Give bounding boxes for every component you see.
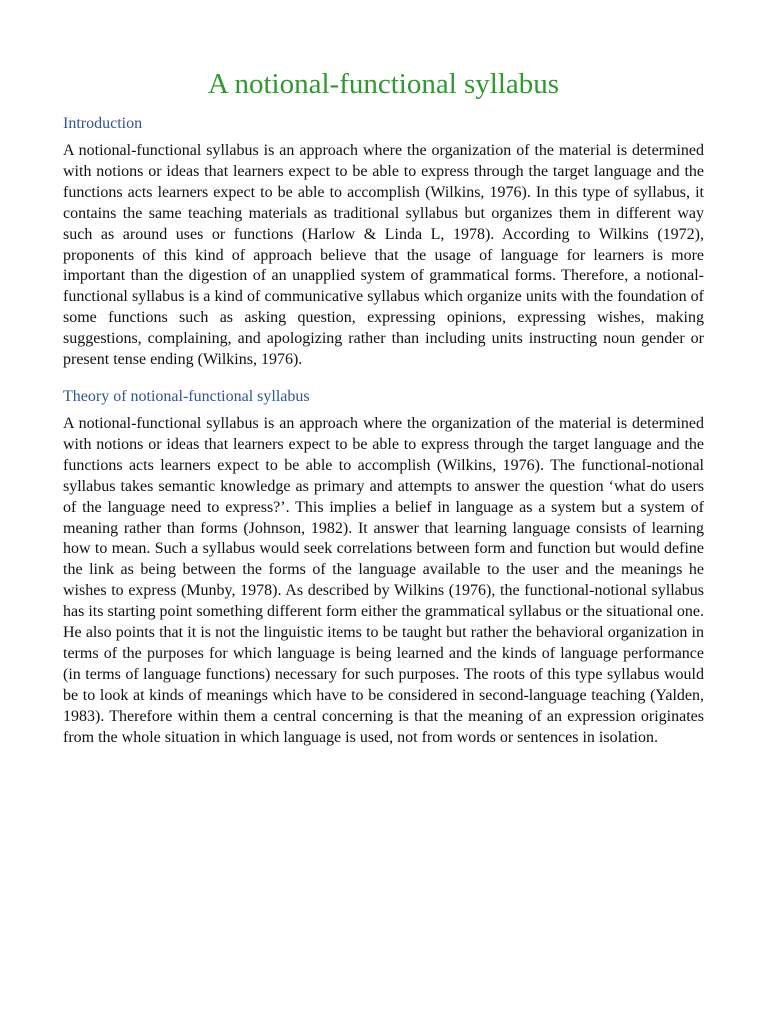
document-page: [63, 66, 704, 763]
section-theory: [63, 386, 704, 749]
section-heading-introduction: Introduction: [63, 115, 143, 132]
section-body-introduction: A notional-functional syllabus is an approach where the organization of the material is determined with notions or ideas that learners expect to be able to express through the target language and the functions acts learners expect to be able to accomplish (Wilkins, 1976). In this type of syllabus, it contains the same teaching materials as traditional syllabus but organizes them in different way such as around uses or functions (Harlow & Linda L, 1978). According to Wilkins (1972), proponents of this kind of approach believe that the usage of language for learners is more important than the digestion of an unapplied system of grammatical forms. Therefore, a notional-functional syllabus is a kind of communicative syllabus which organize units with the foundation of some functions such as asking question, expressing opinions, expressing wishes, making suggestions, complaining, and apologizing rather than including units instructing noun gender or present tense ending (Wilkins, 1976).: [63, 142, 704, 369]
section-body-theory: A notional-functional syllabus is an approach where the organization of the material is determined with notions or ideas that learners expect to be able to express through the target language and the functions acts learners expect to be able to accomplish (Wilkins, 1976). The functional-notional syllabus takes semantic knowledge as primary and attempts to answer the question ‘what do users of the language need to express?’. This implies a belief in language as a system but a system of meaning rather than forms (Johnson, 1982). It answer that learning language consists of learning how to mean. Such a syllabus would seek correlations between form and function but would define the link as being between the forms of the language available to the user and the meanings he wishes to express (Munby, 1978). As described by Wilkins (1976), the functional-notional syllabus has its starting point something different form either the grammatical syllabus or the situational one. He also points that it is not the linguistic items to be taught but rather the behavioral organization in terms of the purposes for which language is being learned and the kinds of language performance (in terms of language functions) necessary for such purposes. The roots of this type syllabus would be to look at kinds of meanings which have to be considered in second-language teaching (Yalden, 1983). Therefore within them a central concerning is that the meaning of an expression originates from the whole situation in which language is used, not from words or sentences in isolation.: [63, 414, 704, 746]
document-title: A notional-functional syllabus: [207, 68, 560, 100]
section-introduction: [63, 113, 704, 371]
section-heading-theory: Theory of notional-functional syllabus: [63, 387, 310, 405]
